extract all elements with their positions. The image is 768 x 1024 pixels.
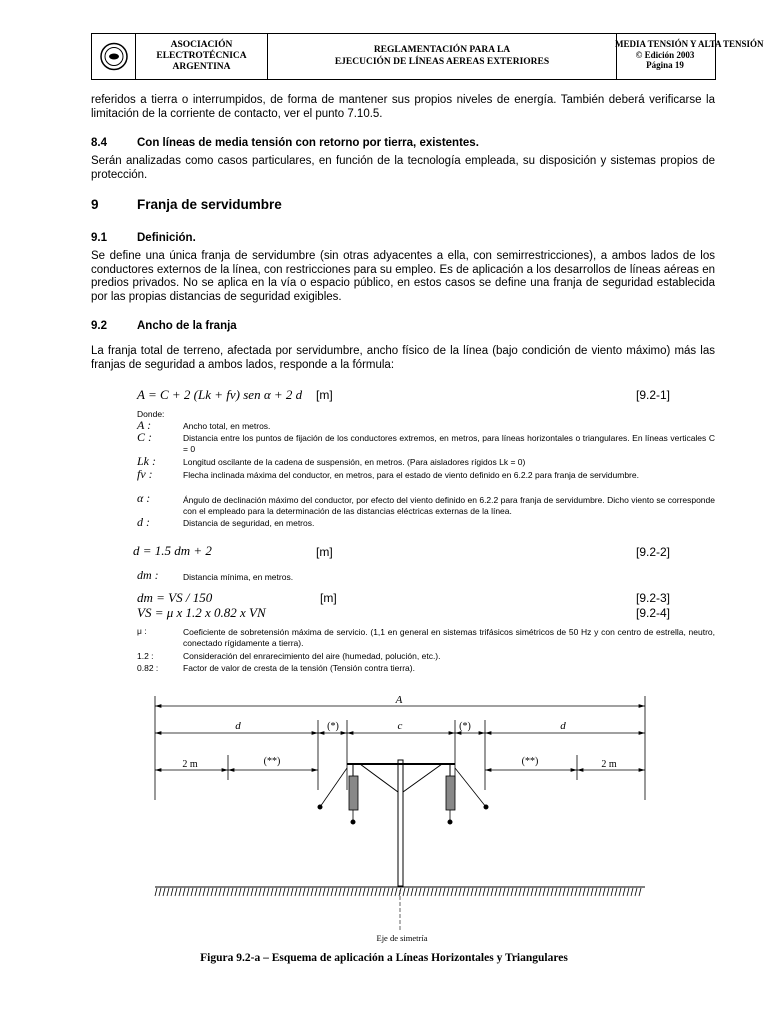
def-text: Distancia de seguridad, en metros.: [183, 518, 315, 528]
paragraph-8-4: Serán analizadas como casos particulares, en función de la tecnología empleada, su disposición y sistemas propios de protección.: [91, 155, 715, 181]
def-text: Distancia mínima, en metros.: [183, 572, 294, 582]
donde-label: Donde:: [137, 409, 165, 419]
def-symbol: C :: [137, 430, 152, 444]
label-c: c: [397, 720, 403, 732]
def-symbol: fv :: [137, 467, 153, 481]
doc-title: [268, 34, 617, 79]
def-symbol: dm :: [137, 568, 159, 582]
formula-ref: [9.2-3]: [636, 591, 671, 605]
label-axis: Eje de simetría: [376, 933, 428, 943]
formula-9-2-1: A = C + 2 (Lk + fv) sen α + 2 d: [137, 387, 303, 402]
formula-ref: [9.2-1]: [636, 388, 671, 402]
page-header: [91, 33, 764, 80]
org-line-3: ARGENTINA: [172, 62, 231, 72]
def-text: Coeficiente de sobretensión máxima de servicio. (1,1 en general en sistemas trifásicos simétricos de 50 Hz y con centro de estrella, neutro, conectado rígidamente a tierra).: [183, 627, 715, 648]
heading-text: Con líneas de media tensión con retorno por tierra, existentes.: [137, 137, 479, 149]
label-dstar-left: (**): [263, 756, 281, 767]
def-symbol: d :: [137, 515, 150, 529]
formula-unit: [m]: [316, 388, 333, 402]
formula-unit: [m]: [316, 545, 333, 559]
formula-9-2-4: VS = μ x 1.2 x 0.82 x VN: [137, 605, 266, 620]
def-symbol: Lk :: [137, 454, 156, 468]
intro-paragraph: referidos a tierra o interrumpidos, de forma de mantener sus propios niveles de energía. También deberá verificarse la limitación de la corriente de contacto, ver el punto 7.10.5.: [91, 94, 715, 120]
heading-text: Franja de servidumbre: [137, 197, 282, 212]
org-line-1: ASOCIACIÓN: [170, 40, 233, 50]
formula-ref: [9.2-2]: [636, 545, 671, 559]
edition-line-2: © Edición 2003: [635, 49, 695, 60]
formula-9-2-2: d = 1.5 dm + 2: [133, 543, 212, 558]
label-2m-left: 2 m: [182, 759, 198, 770]
def-text: Factor de valor de cresta de la tensión (Tensión contra tierra).: [183, 663, 415, 673]
logo-cell: [92, 34, 136, 79]
heading-number: 8.4: [91, 137, 107, 149]
heading-9-2: [91, 320, 237, 332]
heading-9: [91, 197, 282, 212]
title-line-2: EJECUCIÓN DE LÍNEAS AEREAS EXTERIORES: [334, 57, 550, 67]
heading-number: 9.1: [91, 232, 107, 244]
paragraph-9-2: La franja total de terreno, afectada por servidumbre, ancho físico de la línea (bajo condición de viento máximo) más las franjas de seguridad a ambos lados, responde a la fórmula:: [91, 345, 715, 371]
formula-unit: [m]: [320, 591, 337, 605]
label-d-right: d: [560, 720, 566, 732]
def-symbol: A :: [137, 418, 152, 432]
def-symbol: 1.2 :: [137, 651, 154, 661]
label-d-left: d: [235, 720, 241, 732]
def-symbol: 0.82 :: [137, 663, 159, 673]
heading-9-1: [91, 232, 196, 244]
tower-icon: [318, 760, 488, 886]
heading-text: Definición.: [137, 232, 196, 244]
def-symbol: α :: [137, 491, 151, 505]
formula-9-2-3: dm = VS / 150: [137, 590, 213, 605]
label-star-right: (*): [459, 721, 471, 732]
edition-line-1: MEDIA TENSIÓN Y ALTA TENSIÓN: [615, 39, 764, 49]
aea-logo-icon: [92, 34, 136, 79]
def-symbol: μ :: [137, 626, 147, 636]
def-text: Distancia entre los puntos de fijación de los conductores extremos, en metros, para líneas horizontales o triangulares. En líneas verticales C = 0: [183, 433, 715, 454]
figure-caption: Figura 9.2-a – Esquema de aplicación a Líneas Horizontales y Triangulares: [200, 952, 568, 964]
def-text: Ángulo de declinación máximo del conductor, por efecto del viento definido en 6.2.2 para franja de servidumbre. Dicho viento se corresponde con el empleado para la determinación de las distancias eléctricas externas de la línea.: [183, 495, 715, 516]
ground-hatching: [155, 888, 641, 896]
def-text: Consideración del enrarecimiento del aire (humedad, polución, etc.).: [183, 651, 441, 661]
def-text: Longitud oscilante de la cadena de suspensión, en metros. (Para aisladores rígidos Lk = 0): [183, 457, 526, 467]
heading-number: 9: [91, 197, 99, 212]
heading-number: 9.2: [91, 320, 107, 332]
title-line-1: REGLAMENTACIÓN PARA LA: [373, 45, 511, 55]
edition-info: [615, 34, 764, 79]
formula-ref: [9.2-4]: [636, 606, 671, 620]
heading-text: Ancho de la franja: [137, 320, 237, 332]
page-number: Página 19: [646, 60, 684, 70]
label-dstar-right: (**): [521, 756, 539, 767]
def-text: Flecha inclinada máxima del conductor, en metros, para el estado de viento definido en 6.2.2 para franja de servidumbre.: [183, 470, 639, 480]
label-2m-right: 2 m: [601, 759, 617, 770]
paragraph-9-1: Se define una única franja de servidumbre (sin otras adyacentes a ella, con semirrestricciones), a ambos lados de los conductores externos de la línea, con restricciones para su empleo. Es de aplicación a los desarrollos de líneas aéreas en predios privados. No se aplica en la vía o espacio público, en estos casos se define una franja de seguridad establecida por las propias distancias de seguridad exigibles.: [91, 250, 715, 303]
def-text: Ancho total, en metros.: [183, 421, 271, 431]
org-line-2: ELECTROTÉCNICA: [156, 51, 247, 61]
servidumbre-diagram: [0, 690, 768, 950]
heading-8-4: [91, 137, 479, 149]
label-A: A: [395, 694, 403, 706]
label-star-left: (*): [327, 721, 339, 732]
org-name: [136, 34, 268, 79]
